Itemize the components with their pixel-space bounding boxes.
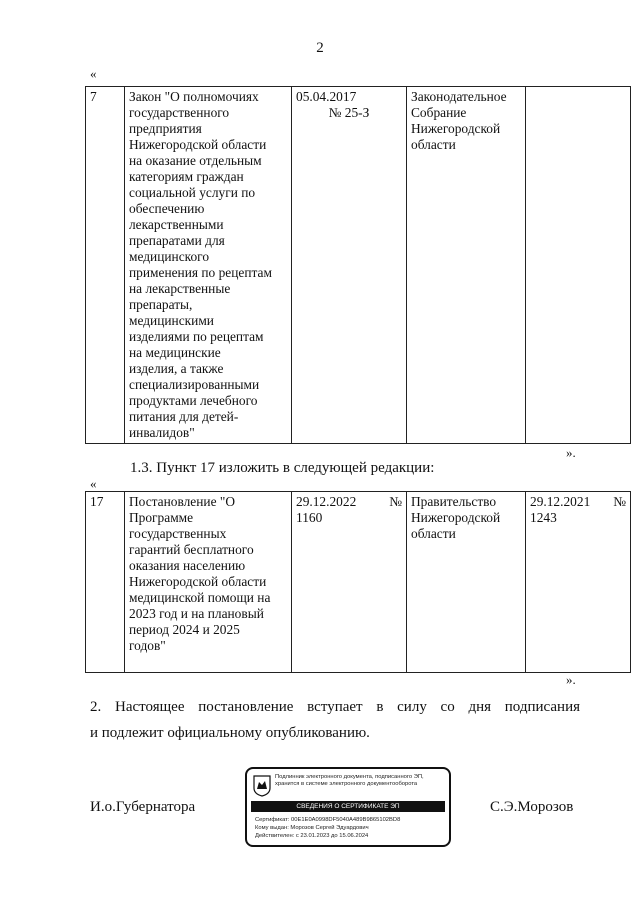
close-quote-2: ». <box>566 672 576 687</box>
table-item-7 <box>85 86 631 444</box>
stamp-validity: Действителен: с 23.01.2023 до 15.06.2024 <box>255 833 369 839</box>
table-row <box>86 492 631 673</box>
close-quote-1: ». <box>566 445 576 460</box>
open-quote-2: « <box>90 476 97 491</box>
page-number: 2 <box>316 40 324 56</box>
number-sign: № <box>389 494 402 509</box>
extra-column <box>526 87 631 444</box>
coat-of-arms-icon <box>253 775 271 797</box>
document-number: 1160 <box>296 510 323 525</box>
document-date: 29.12.2022 <box>296 494 357 509</box>
document-title: Постановление "О Программе государственных гарантий бесплатного оказания населению Нижегородской области медицинской помощи на 2023 год и на плановый период 2024 и 2025 годов" <box>125 492 292 673</box>
extra-number-sign: № <box>613 494 626 509</box>
open-quote-1: « <box>90 66 97 81</box>
paragraph-2-line-1: 2. Настоящее постановление вступает в силу со дня подписания <box>90 699 580 715</box>
document-title: Закон "О полномочиях государственного предприятия Нижегородской области на оказание отдельным категориям граждан социальной услуги по обеспечению лекарственными препаратами для медицинского применения по рецептам на лекарственные препараты, медицинскими изделиями по рецептам на медицинские изделия, а также специализированными продуктами лечебного питания для детей- инвалидов" <box>125 87 292 444</box>
extra-number: 1243 <box>530 510 557 525</box>
issuing-body: Правительство Нижегородской области <box>407 492 526 673</box>
row-number: 17 <box>86 492 125 673</box>
stamp-owner: Кому выдан: Морозов Сергей Эдуардович <box>255 825 369 831</box>
stamp-info <box>275 774 447 788</box>
document-date-number <box>292 87 407 444</box>
table-row <box>86 87 631 444</box>
document-number: № 25-З <box>328 105 370 120</box>
paragraph-2-line-2: и подлежит официальному опубликованию. <box>90 725 370 741</box>
stamp-info-line-1: Подлинник электронного документа, подписанного ЭП, <box>275 774 424 780</box>
paragraph-1-3: 1.3. Пункт 17 изложить в следующей редакции: <box>130 460 435 476</box>
document-date-number <box>292 492 407 673</box>
issuing-body: Законодательное Собрание Нижегородской области <box>407 87 526 444</box>
table-item-17 <box>85 491 631 673</box>
signatory-name: С.Э.Морозов <box>490 799 574 815</box>
electronic-signature-stamp <box>245 767 451 847</box>
signatory-position: И.о.Губернатора <box>90 799 196 815</box>
stamp-info-line-2: хранится в системе электронного документооборота <box>275 781 418 787</box>
stamp-certificate: Сертификат: 00E1E0A0998DF5040A489B9865102BD8 <box>255 817 401 823</box>
document-date: 05.04.2017 <box>296 89 357 104</box>
extra-date-number <box>526 492 631 673</box>
row-number: 7 <box>86 87 125 444</box>
stamp-header: СВЕДЕНИЯ О СЕРТИФИКАТЕ ЭП <box>251 801 445 812</box>
extra-date: 29.12.2021 <box>530 494 591 509</box>
